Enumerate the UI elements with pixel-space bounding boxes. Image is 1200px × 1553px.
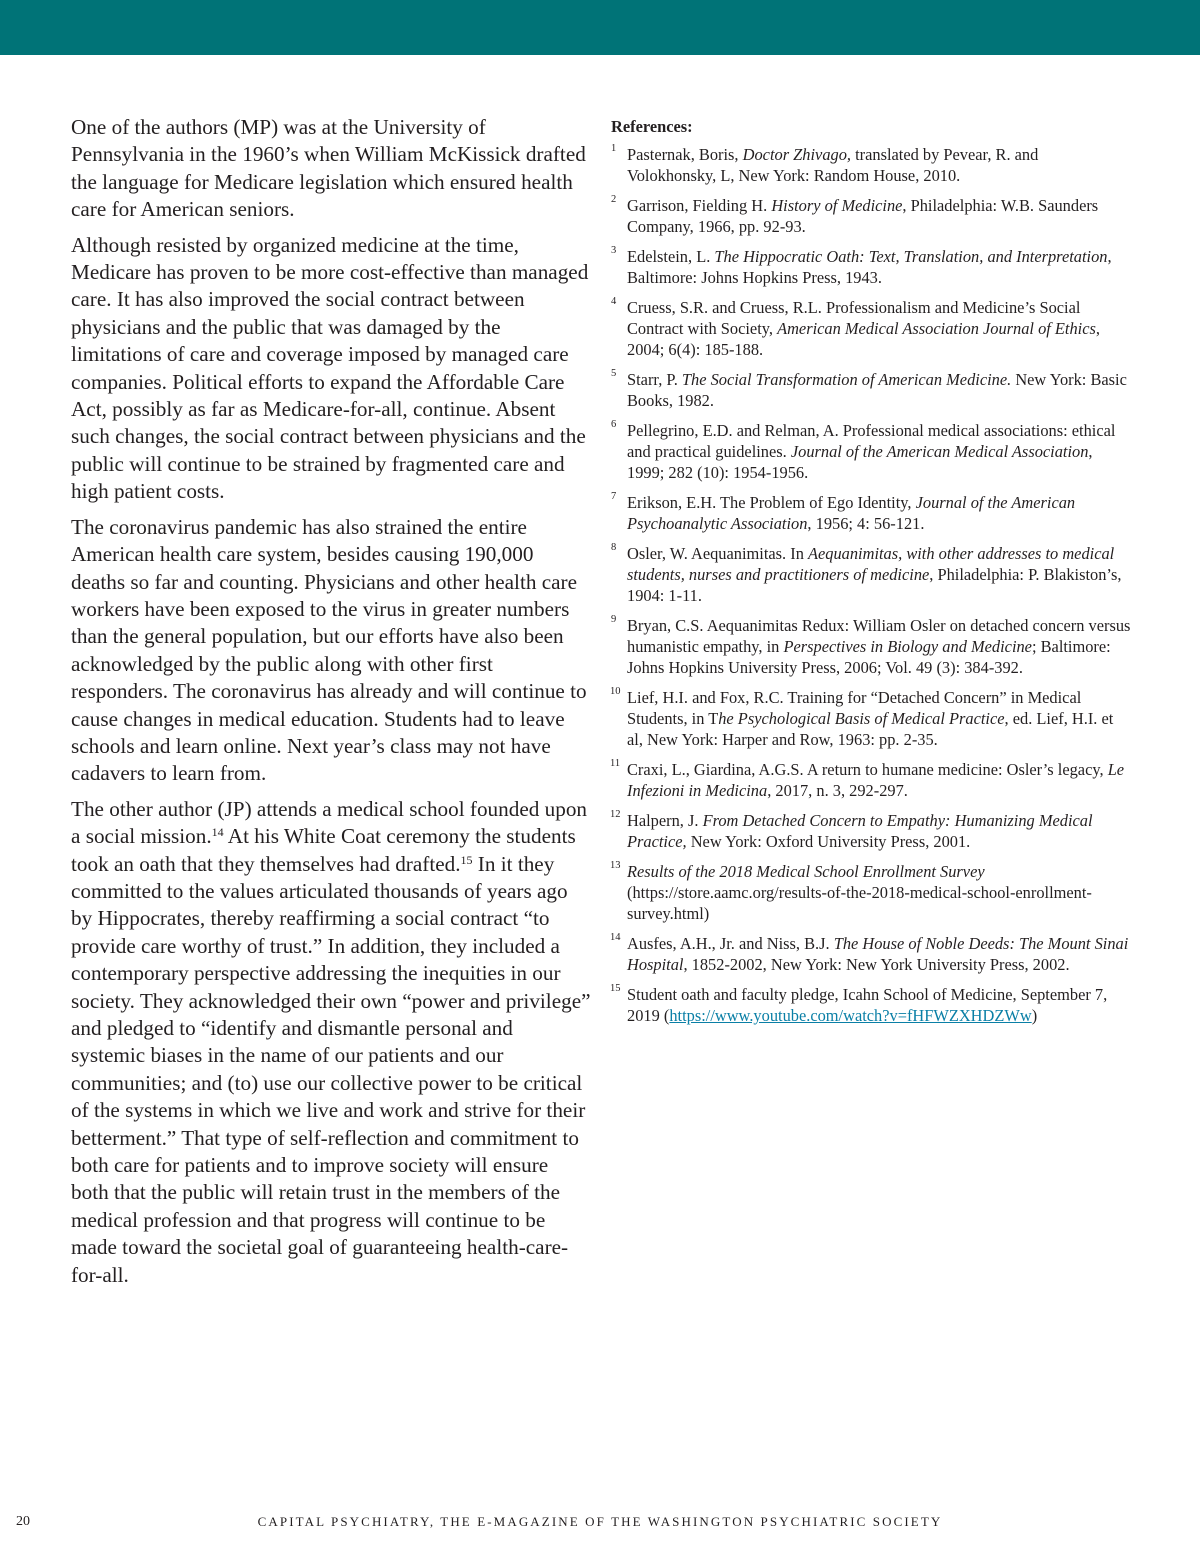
reference-number: 14 bbox=[610, 932, 621, 943]
reference-text: translated by Pevear, R. and Volokhonsky, L, New York: Random House, 2010. bbox=[627, 145, 1039, 185]
paragraph: Although resisted by organized medicine at the time, Medicare has proven to be more cost-effective than managed care. It has also improved the social contract between physicians and the public that was damaged by the limitations of care and coverage imposed by managed care companies. Political efforts to expand the Affordable Care Act, possibly as far as Medicare-for-all, continue. Absent such changes, the social contract between physicians and the public will continue to be strained by fragmented care and high patient costs. bbox=[71, 232, 589, 504]
paragraph: One of the authors (MP) was at the University of Pennsylvania in the 1960’s when William McKissick drafted the language for Medicare legislation which ensured health care for American seniors. bbox=[71, 115, 586, 222]
reference-item bbox=[611, 615, 1131, 678]
reference-text: ; Baltimore: Johns Hopkins University Press, 2006; Vol. 49 (3): 384-392. bbox=[627, 637, 1111, 677]
reference-number: 8 bbox=[611, 542, 617, 553]
reference-number: 15 bbox=[610, 983, 621, 994]
reference-title: Perspectives in Biology and Medicine bbox=[783, 637, 1032, 656]
reference-text: , 1999; 282 (10): 1954-1956. bbox=[627, 442, 1093, 482]
reference-text: , Philadelphia: P. Blakiston’s, 1904: 1-11. bbox=[627, 565, 1122, 605]
reference-number: 7 bbox=[611, 491, 617, 502]
reference-title: Aequanimitas, with other addresses to medical students, nurses and practitioners of medicine bbox=[627, 544, 1115, 584]
reference-number: 5 bbox=[611, 368, 617, 379]
reference-number: 1 bbox=[611, 143, 617, 154]
reference-link[interactable]: https://www.youtube.com/watch?v=fHFWZXHDZWw bbox=[669, 1006, 1032, 1025]
references-list bbox=[611, 144, 1131, 1026]
reference-text: , 2017, n. 3, 292-297. bbox=[767, 781, 908, 800]
reference-text: New York: Oxford University Press, 2001. bbox=[686, 832, 971, 851]
reference-title: Le Infezioni in Medicina bbox=[627, 760, 1125, 800]
reference-item bbox=[611, 420, 1131, 483]
text-segment: In it they committed to the values articulated thousands of years ago by Hippocrates, thereby reaffirming a social contract “to provide care worthy of trust.” In addition, they included a contemporary perspective addressing the inequities in our society. They acknowledged their own “power and privilege” and pledged to “identify and dismantle personal and systemic biases in the name of our patients and our communities; and (to) use our collective power to be critical of the systems in which we live and work and strive for their betterment.” That type of self-reflection and commitment to both care for patients and to improve society will ensure both that the public will retain trust in the members of the medical profession and that progress will continue to be made toward the societal goal of guaranteeing health-care-for-all. bbox=[71, 851, 591, 1287]
reference-title: The Social Transformation of American Medicine. bbox=[681, 370, 1012, 389]
reference-text: Student oath and faculty pledge, Icahn School of Medicine, September 7, 2019 ( bbox=[627, 985, 1108, 1025]
reference-text: Lief, H.I. and Fox, R.C. Training for “Detached Concern” in Medical Students, in T bbox=[627, 688, 1082, 728]
reference-title: Results of the 2018 Medical School Enrollment Survey bbox=[627, 862, 985, 881]
reference-item bbox=[611, 933, 1131, 975]
text-segment: The other author (JP) attends a medical school founded upon a social mission. bbox=[71, 796, 588, 849]
footnote-ref[interactable]: 15 bbox=[460, 852, 473, 867]
reference-number: 2 bbox=[611, 194, 617, 205]
reference-text: Bryan, C.S. Aequanimitas Redux: William Osler on detached concern versus humanistic empathy, in bbox=[627, 616, 1131, 656]
reference-title: Journal of the American Psychoanalytic Association bbox=[627, 493, 1076, 533]
reference-item bbox=[611, 144, 1131, 186]
reference-item bbox=[611, 543, 1131, 606]
reference-text: Pellegrino, E.D. and Relman, A. Professional medical associations: ethical and practical guidelines. bbox=[627, 421, 1116, 461]
reference-title: The House of Noble Deeds: The Mount Sinai Hospital bbox=[627, 934, 1129, 974]
reference-item bbox=[611, 369, 1131, 411]
reference-text: Cruess, S.R. and Cruess, R.L. Professionalism and Medicine’s Social Contract with Society, bbox=[627, 298, 1081, 338]
reference-text: (https://store.aamc.org/results-of-the-2018-medical-school-enrollment-survey.html) bbox=[627, 883, 1092, 923]
text-segment: At his White Coat ceremony the students took an oath that they themselves had drafted. bbox=[71, 824, 576, 876]
reference-text: , 2004; 6(4): 185-188. bbox=[627, 319, 1100, 359]
reference-number: 3 bbox=[611, 245, 617, 256]
reference-text: , ed. Lief, H.I. et al, New York: Harper and Row, 1963: pp. 2-35. bbox=[627, 709, 1114, 749]
paragraph bbox=[71, 796, 591, 1289]
references-heading: References: bbox=[611, 117, 693, 136]
reference-title: Doctor Zhivago, bbox=[742, 145, 851, 164]
footnote-ref[interactable]: 14 bbox=[211, 825, 224, 840]
reference-title: American Medical Association Journal of Ethics bbox=[777, 319, 1096, 338]
reference-text: Ausfes, A.H., Jr. and Niss, B.J. bbox=[627, 934, 834, 953]
reference-number: 11 bbox=[610, 758, 621, 769]
reference-text: , Philadelphia: W.B. Saunders Company, 1966, pp. 92-93. bbox=[627, 196, 1099, 236]
reference-number: 6 bbox=[611, 419, 617, 430]
reference-item bbox=[611, 492, 1131, 534]
reference-title: History of Medicine bbox=[771, 196, 903, 215]
reference-title: From Detached Concern to Empathy: Humanizing Medical Practice, bbox=[627, 811, 1093, 851]
reference-number: 9 bbox=[611, 614, 617, 625]
reference-text: Halpern, J. bbox=[627, 811, 703, 830]
reference-text: ) bbox=[1031, 1006, 1038, 1025]
reference-item bbox=[611, 297, 1131, 360]
footer-title: CAPITAL PSYCHIATRY, THE E-MAGAZINE OF THE WASHINGTON PSYCHIATRIC SOCIETY bbox=[257, 1514, 943, 1529]
header-band bbox=[0, 0, 1200, 55]
reference-item bbox=[611, 759, 1131, 801]
reference-text: Erikson, E.H. The Problem of Ego Identity, bbox=[627, 493, 916, 512]
reference-title: he Psychological Basis of Medical Practice bbox=[718, 709, 1005, 728]
reference-number: 12 bbox=[610, 809, 621, 820]
reference-text: Craxi, L., Giardina, A.G.S. A return to humane medicine: Osler’s legacy, bbox=[627, 760, 1108, 779]
reference-item bbox=[611, 195, 1131, 237]
reference-item bbox=[611, 861, 1131, 924]
reference-text: Garrison, Fielding H. bbox=[627, 196, 772, 215]
reference-title: The Hippocratic Oath: Text, Translation, and Interpretation bbox=[714, 247, 1108, 266]
reference-number: 4 bbox=[611, 296, 617, 307]
reference-text: New York: Basic Books, 1982. bbox=[627, 370, 1127, 410]
reference-text: Osler, W. Aequanimitas. In bbox=[627, 544, 808, 563]
reference-text: Pasternak, Boris, bbox=[627, 145, 743, 164]
reference-item bbox=[611, 687, 1131, 750]
paragraph: The coronavirus pandemic has also strained the entire American health care system, besides causing 190,000 deaths so far and counting. Physicians and other health care workers have been exposed to the virus in greater numbers than the general population, but our efforts have also been acknowledged by the public along with other first responders. The coronavirus has already and will continue to cause changes in medical education. Students had to leave schools and learn online. Next year’s class may not have cadavers to learn from. bbox=[71, 514, 587, 786]
reference-item bbox=[611, 246, 1131, 288]
reference-number: 10 bbox=[610, 686, 621, 697]
reference-text: , 1852-2002, New York: New York University Press, 2002. bbox=[683, 955, 1070, 974]
article-body bbox=[71, 114, 591, 1297]
page-footer bbox=[0, 1514, 1200, 1534]
reference-text: , 1956; 4: 56-121. bbox=[807, 514, 925, 533]
reference-title: Journal of the American Medical Association bbox=[790, 442, 1089, 461]
reference-text: Starr, P. bbox=[627, 370, 682, 389]
references-section bbox=[611, 116, 1131, 1035]
reference-text: , Baltimore: Johns Hopkins Press, 1943. bbox=[627, 247, 1112, 287]
reference-text: Edelstein, L. bbox=[627, 247, 715, 266]
reference-item bbox=[611, 810, 1131, 852]
reference-item bbox=[611, 984, 1131, 1026]
page-number: 20 bbox=[16, 1514, 30, 1529]
reference-number: 13 bbox=[610, 860, 621, 871]
